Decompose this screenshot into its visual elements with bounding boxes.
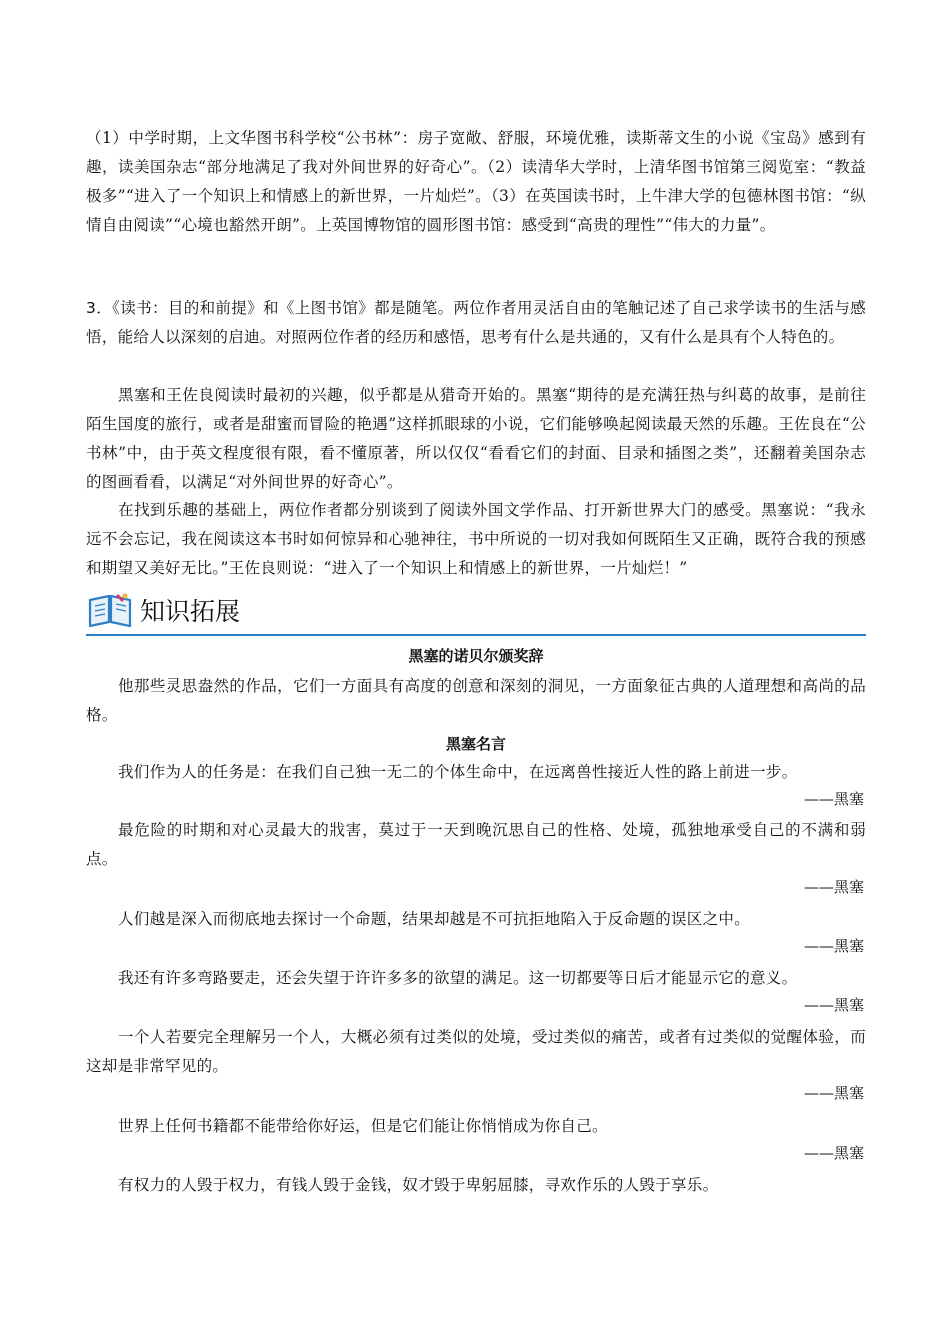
- quote-5: 一个人若要完全理解另一个人，大概必须有过类似的处境，受过类似的痛苦，或者有过类似的觉醒体验，而这却是非常罕见的。: [86, 1028, 866, 1075]
- answer-paragraph-2: 在找到乐趣的基础上，两位作者都分别谈到了阅读外国文学作品、打开新世界大门的感受。黑塞说：“我永远不会忘记，我在阅读这本书时如何惊异和心驰神往，书中所说的一切对我如何既陌生又正确，既符合我的预感和期望又美好无比。”王佐良则说：“进入了一个知识上和情感上的新世界，一片灿烂！”: [86, 501, 866, 577]
- quote-7: 有权力的人毁于权力，有钱人毁于金钱，奴才毁于卑躬屈膝，寻欢作乐的人毁于享乐。: [118, 1176, 719, 1194]
- quotes-title: 黑塞名言: [445, 735, 506, 753]
- quote-6-attribution: ——黑塞: [803, 1144, 864, 1162]
- section-title: 知识拓展: [140, 597, 241, 626]
- section-divider: [86, 634, 866, 636]
- quote-3-attribution: ——黑塞: [803, 937, 864, 955]
- quote-5-attribution: ——黑塞: [803, 1084, 864, 1102]
- nobel-speech-text: 他那些灵思盎然的作品，它们一方面具有高度的创意和深刻的洞见，一方面象征古典的人道理想和高尚的品格。: [86, 677, 866, 724]
- quote-3: 人们越是深入而彻底地去探讨一个命题，结果却越是不可抗拒地陷入于反命题的误区之中。: [118, 910, 751, 928]
- section-header-knowledge-extension: [86, 588, 866, 636]
- nobel-speech-title: 黑塞的诺贝尔颁奖辞: [408, 647, 544, 665]
- summary-paragraph: （1）中学时期，上文华图书科学校“公书林”：房子宽敞、舒服，环境优雅，读斯蒂文生的小说《宝岛》感到有趣，读美国杂志“部分地满足了我对外间世界的好奇心”。（2）读清华大学时，上清华图书馆第三阅览室：“教益极多”“进入了一个知识上和情感上的新世界，一片灿烂”。（3）在英国读书时，上牛津大学的包德林图书馆：“纵情自由阅读”“心境也豁然开朗”。上英国博物馆的圆形图书馆：感受到“高贵的理性”“伟大的力量”。: [86, 129, 866, 234]
- open-book-icon: [86, 590, 134, 630]
- quote-1-attribution: ——黑塞: [803, 790, 864, 808]
- quote-4: 我还有许多弯路要走，还会失望于许许多多的欲望的满足。这一切都要等日后才能显示它的意义。: [118, 969, 798, 987]
- quote-1: 我们作为人的任务是：在我们自己独一无二的个体生命中，在远离兽性接近人性的路上前进一步。: [118, 763, 798, 781]
- quote-4-attribution: ——黑塞: [803, 996, 864, 1014]
- quote-6: 世界上任何书籍都不能带给你好运，但是它们能让你悄悄成为你自己。: [118, 1117, 608, 1135]
- answer-paragraph-1: 黑塞和王佐良阅读时最初的兴趣，似乎都是从猎奇开始的。黑塞“期待的是充满狂热与纠葛的故事，是前往陌生国度的旅行，或者是甜蜜而冒险的艳遇”这样抓眼球的小说，它们能够唤起阅读最天然的乐趣。王佐良在“公书林”中，由于英文程度很有限，看不懂原著，所以仅仅“看看它们的封面、目录和插图之类”，还翻着美国杂志的图画看看，以满足“对外间世界的好奇心”。: [86, 386, 866, 491]
- quote-2: 最危险的时期和对心灵最大的戕害，莫过于一天到晚沉思自己的性格、处境，孤独地承受自己的不满和弱点。: [86, 821, 866, 868]
- question-3: 3．《读书：目的和前提》和《上图书馆》都是随笔。两位作者用灵活自由的笔触记述了自己求学读书的生活与感悟，能给人以深刻的启迪。对照两位作者的经历和感悟，思考有什么是共通的，又有什么是具有个人特色的。: [86, 299, 866, 346]
- quote-2-attribution: ——黑塞: [803, 878, 864, 896]
